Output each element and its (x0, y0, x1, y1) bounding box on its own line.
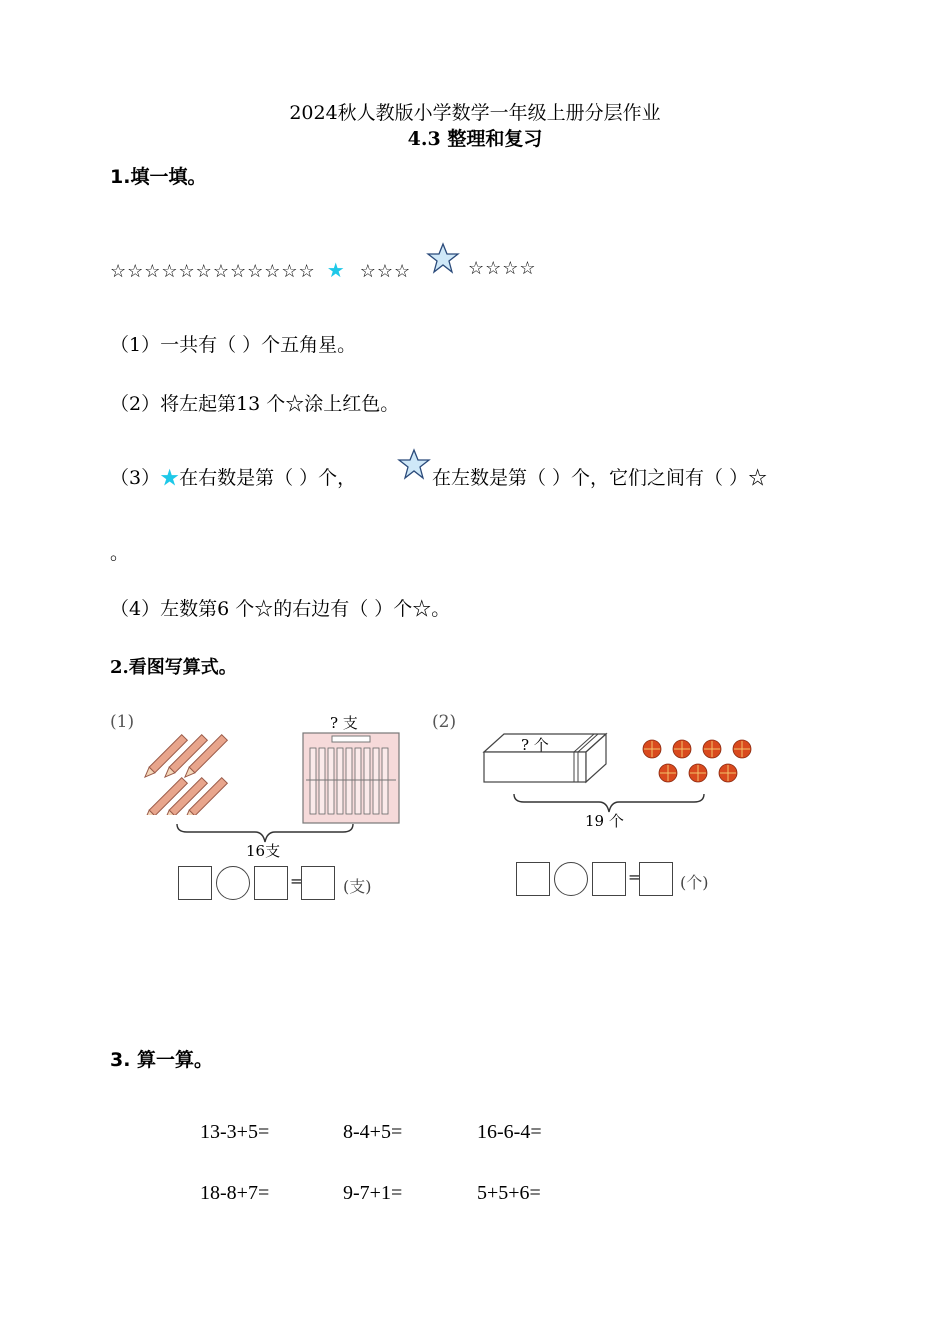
calc-item: 8-4+5= (343, 1121, 403, 1143)
question-2: （2）将左起第13 个☆涂上红色。 (110, 393, 400, 415)
unit-label: (个) (680, 873, 709, 892)
balls-total: 19 个 (585, 812, 624, 830)
answer-box[interactable] (592, 862, 626, 896)
question-1: （1）一共有（ ）个五角星。 (110, 334, 357, 356)
cyan-star-icon: ★ (160, 467, 180, 489)
document-title: 2024秋人教版小学数学一年级上册分层作业 (289, 102, 661, 124)
equals-sign: = (290, 872, 303, 890)
document-subtitle: 4.3 整理和复习 (407, 128, 543, 150)
equals-sign: = (628, 868, 641, 886)
balls-illustration (640, 738, 756, 786)
hollow-stars-group-a: ☆☆☆☆☆☆☆☆☆☆☆☆ (110, 261, 316, 282)
pencil-box-label: ? 支 (330, 714, 358, 732)
operator-circle[interactable] (216, 866, 250, 900)
section2-heading: 2.看图写算式。 (110, 657, 237, 678)
answer-box[interactable] (639, 862, 673, 896)
question-3-part1: 在右数是第（ ）个， (179, 467, 357, 489)
large-star-icon (397, 448, 431, 480)
hollow-stars-group-b: ☆☆☆ (359, 261, 412, 282)
calc-item: 13-3+5= (200, 1121, 270, 1143)
problem-1-label: (1) (110, 712, 135, 732)
box-label: ? 个 (521, 736, 549, 754)
large-star-icon (426, 242, 460, 274)
calc-item: 18-8+7= (200, 1182, 270, 1204)
section3-heading: 3. 算一算。 (110, 1049, 214, 1071)
operator-circle[interactable] (554, 862, 588, 896)
answer-box[interactable] (254, 866, 288, 900)
answer-box[interactable] (178, 866, 212, 900)
calc-item: 5+5+6= (477, 1182, 541, 1204)
section1-heading: 1.填一填。 (110, 166, 207, 188)
question-3-tail: 。 (110, 542, 130, 564)
calc-item: 16-6-4= (477, 1121, 542, 1143)
calc-item: 9-7+1= (343, 1182, 403, 1204)
pencils-total: 16支 (246, 842, 281, 860)
star-row (110, 258, 411, 282)
answer-box[interactable] (301, 866, 335, 900)
answer-box[interactable] (516, 862, 550, 896)
question-3-a (110, 463, 356, 490)
question-4: （4）左数第6 个☆的右边有（ ）个☆。 (110, 598, 451, 620)
cyan-star-icon: ★ (326, 258, 345, 282)
problem-2-label: (2) (432, 712, 457, 732)
question-3-part2: 在左数是第（ ）个，它们之间有（ ）☆ (432, 467, 768, 489)
hollow-stars-group-c: ☆☆☆☆ (468, 258, 537, 279)
question-3-prefix: （3） (110, 467, 161, 489)
unit-label: (支) (343, 877, 372, 896)
pencil-box-illustration (302, 732, 400, 824)
